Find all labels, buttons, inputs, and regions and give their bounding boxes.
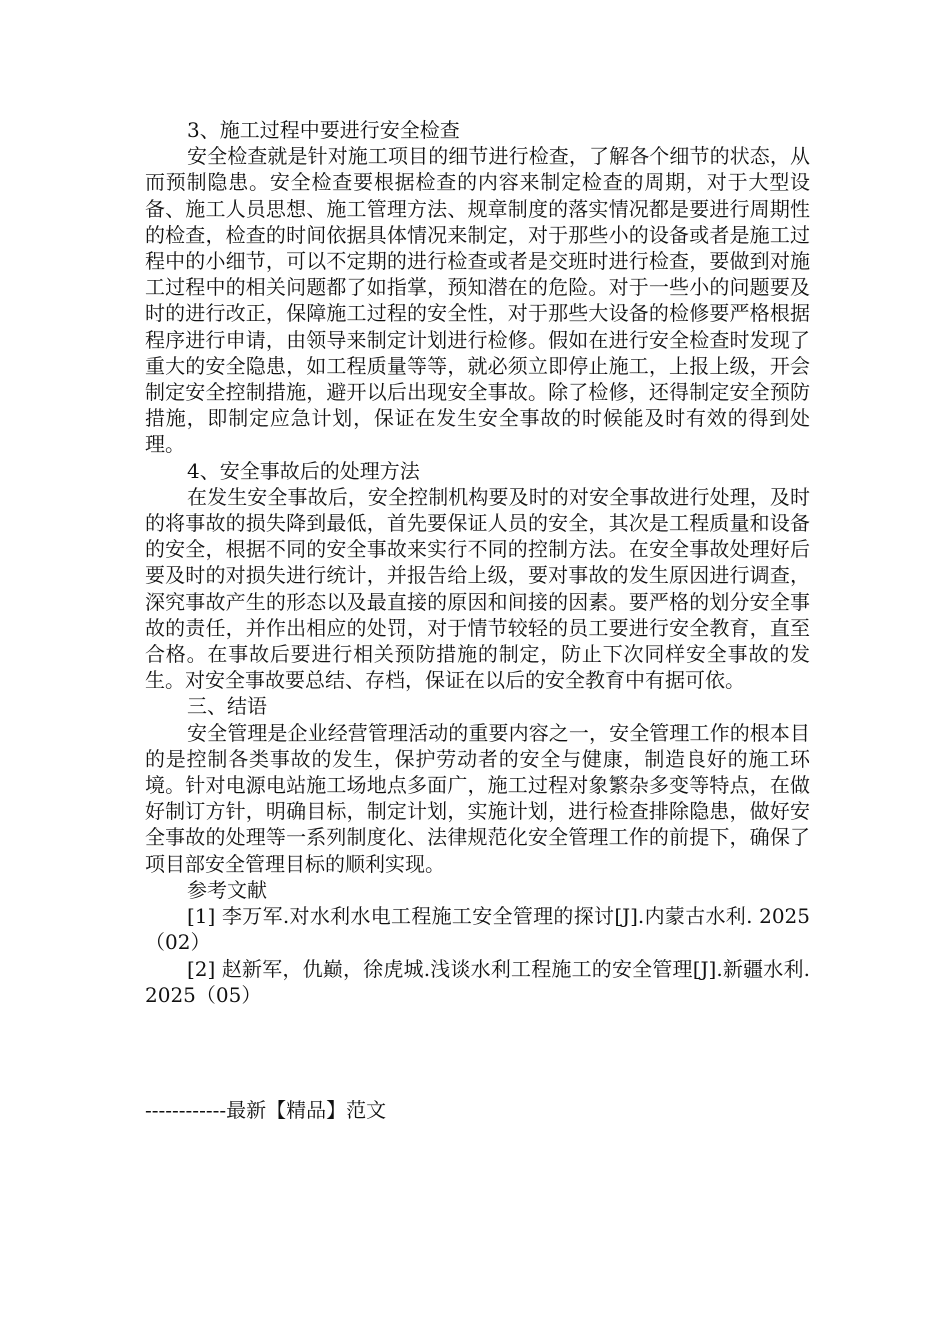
footer-text: ------------最新【精品】范文	[145, 1098, 387, 1122]
references-heading: 参考文献	[187, 877, 267, 902]
section-heading-conclusion: 三、结语	[187, 694, 267, 719]
section-heading-4: 4、安全事故后的处理方法	[187, 458, 420, 483]
paragraph-conclusion: 安全管理是企业经营管理活动的重要内容之一，安全管理工作的根本目的是控制各类事故的发生，保护劳动者的安全与健康，制造良好的施工环境。针对电源电站施工场地点多面广，施工过程对象繁杂多变等特点，在做好制订方针，明确目标，制定计划，实施计划，进行检查排除隐患，做好安全事故的处理等一系列制度化、法律规范化安全管理工作的前提下，确保了项目部安全管理目标的顺利实现。	[145, 720, 810, 876]
reference-item-2: [2] 赵新军，仇巅，徐虎城.浅谈水利工程施工的安全管理[J].新疆水利. 2025（05）	[145, 956, 810, 1007]
paragraph-safety-inspection: 安全检查就是针对施工项目的细节进行检查，了解各个细节的状态，从而预制隐患。安全检查要根据检查的内容来制定检查的周期，对于大型设备、施工人员思想、施工管理方法、规章制度的落实情况都是要进行周期性的检查，检查的时间依据具体情况来制定，对于那些小的设备或者是施工过程中的小细节，可以不定期的进行检查或者是交班时进行检查，要做到对施工过程中的相关问题都了如指掌，预知潜在的危险。对于一些小的问题要及时的进行改正，保障施工过程的安全性，对于那些大设备的检修要严格根据程序进行申请，由领导来制定计划进行检修。假如在进行安全检查时发现了重大的安全隐患，如工程质量等等，就必须立即停止施工，上报上级，开会制定安全控制措施，避开以后出现安全事故。除了检修，还得制定安全预防措施，即制定应急计划，保证在发生安全事故的时候能及时有效的得到处理。	[145, 144, 810, 457]
paragraph-accident-handling: 在发生安全事故后，安全控制机构要及时的对安全事故进行处理，及时的将事故的损失降到最低，首先要保证人员的安全，其次是工程质量和设备的安全，根据不同的安全事故来实行不同的控制方法。在安全事故处理好后要及时的对损失进行统计，并报告给上级，要对事故的发生原因进行调查，深究事故产生的形态以及最直接的原因和间接的因素。要严格的划分安全事故的责任，并作出相应的处罚，对于情节较轻的员工要进行安全教育，直至合格。在事故后要进行相关预防措施的制定，防止下次同样安全事故的发生。对安全事故要总结、存档，保证在以后的安全教育中有据可依。	[145, 484, 810, 693]
section-heading-3: 3、施工过程中要进行安全检查	[187, 118, 460, 142]
reference-item-1: [1] 李万军.对水利水电工程施工安全管理的探讨[J].内蒙古水利. 2025（02）	[145, 904, 810, 955]
document-body	[145, 117, 810, 1008]
